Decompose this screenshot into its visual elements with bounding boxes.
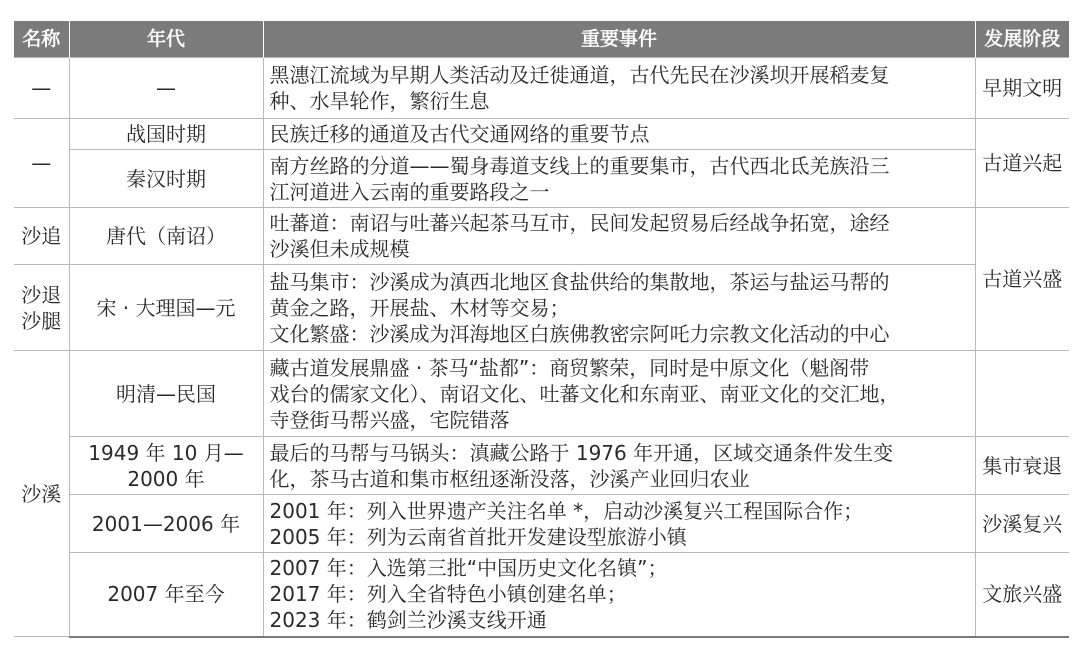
table-row (14, 495, 1069, 553)
event-line: 盐马集市：沙溪成为滇西北地区食盐供给的集散地，茶运与盐运马帮的 (269, 269, 890, 294)
event-line: 南方丝路的分道——蜀身毒道支线上的重要集市，古代西北氐羌族沿三 (269, 153, 890, 178)
era-cell: 战国时期 (69, 119, 263, 150)
event-cell (263, 437, 975, 495)
event-cell (263, 119, 975, 150)
table-row (14, 553, 1069, 637)
era-cell: 2001—2006 年 (69, 495, 263, 553)
era-cell: 秦汉时期 (69, 150, 263, 208)
name-cell: 沙退 沙腿 (14, 265, 69, 351)
event-cell (263, 495, 975, 553)
event-cell (263, 553, 975, 637)
era-cell: 唐代（南诏） (69, 208, 263, 265)
table-row (14, 208, 1069, 265)
table-row (14, 119, 1069, 150)
event-line: 文化繁盛：沙溪成为洱海地区白族佛教密宗阿吒力宗教文化活动的中心 (269, 321, 890, 346)
event-line: 2023 年：鹤剑兰沙溪支线开通 (269, 608, 547, 633)
era-cell: 2007 年至今 (69, 553, 263, 637)
stage-cell: 古道兴起 (975, 119, 1069, 208)
stage-cell: 古道兴盛 (975, 208, 1069, 351)
event-cell (263, 351, 975, 437)
name-cell: — (14, 58, 69, 119)
event-line: 2005 年：列为云南省首批开发建设型旅游小镇 (269, 524, 687, 549)
table-row (14, 437, 1069, 495)
era-cell: — (69, 58, 263, 119)
table-row (14, 265, 1069, 351)
event-line: 戏台的儒家文化）、南诏文化、吐蕃文化和东南亚、南亚文化的交汇地， (269, 381, 900, 406)
stage-cell: 集市衰退 (975, 437, 1069, 495)
event-line: 吐蕃道：南诏与吐蕃兴起茶马互市，民间发起贸易后经战争拓宽，途经 (269, 211, 890, 235)
event-cell (263, 265, 975, 351)
header-era: 年代 (69, 21, 263, 58)
stage-cell: 沙溪复兴 (975, 495, 1069, 553)
event-line: 寺登街马帮兴盛，宅院错落 (269, 407, 510, 432)
history-table-container (14, 21, 1069, 638)
header-name: 名称 (14, 21, 69, 58)
table-header-row (14, 21, 1069, 58)
stage-cell: 文旅兴盛 (975, 553, 1069, 637)
name-cell: 沙溪 (14, 351, 69, 637)
name-cell: 沙追 (14, 208, 69, 265)
event-line: 藏古道发展鼎盛 · 茶马“盐都”：商贸繁荣，同时是中原文化（魁阁带 (269, 355, 870, 380)
event-cell (263, 208, 975, 265)
table-row (14, 58, 1069, 119)
era-cell: 明清—民国 (69, 351, 263, 437)
event-line: 2001 年：列入世界遗产关注名单 *，启动沙溪复兴工程国际合作； (269, 498, 864, 523)
event-line: 黑潓江流域为早期人类活动及迁徙通道，古代先民在沙溪坝开展稻麦复 (269, 63, 890, 87)
event-line: 江河道进入云南的重要路段之一 (269, 179, 550, 204)
event-cell (263, 58, 975, 119)
event-line: 沙溪但未成规模 (269, 237, 410, 261)
event-line: 2007 年：入选第三批“中国历史文化名镇”； (269, 556, 668, 581)
history-table (14, 21, 1069, 638)
event-line: 化，茶马古道和集市枢纽逐渐没落，沙溪产业回归农业 (269, 466, 750, 491)
event-line: 民族迁移的通道及古代交通网络的重要节点 (269, 122, 650, 146)
stage-cell: 早期文明 (975, 58, 1069, 119)
event-line: 种、水旱轮作，繁衍生息 (269, 89, 490, 113)
name-cell: — (14, 119, 69, 208)
event-cell (263, 150, 975, 208)
table-row (14, 351, 1069, 437)
era-cell: 宋 · 大理国—元 (69, 265, 263, 351)
header-event: 重要事件 (263, 21, 975, 58)
event-line: 2017 年：列入全省特色小镇创建名单； (269, 582, 627, 607)
event-line: 黄金之路，开展盐、木材等交易； (269, 295, 570, 320)
event-line: 最后的马帮与马锅头：滇藏公路于 1976 年开通，区域交通条件发生变 (269, 440, 894, 465)
era-cell: 1949 年 10 月— 2000 年 (69, 437, 263, 495)
stage-cell-empty (975, 351, 1069, 437)
table-row (14, 150, 1069, 208)
header-stage: 发展阶段 (975, 21, 1069, 58)
